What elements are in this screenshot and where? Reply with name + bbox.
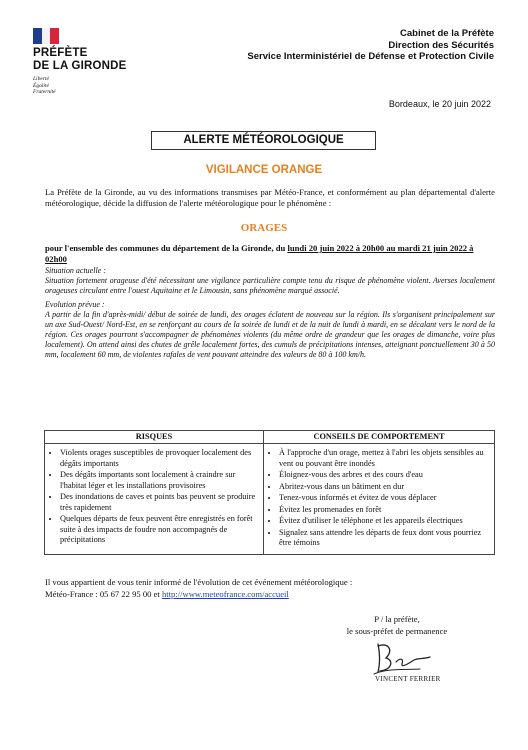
risks-cell bbox=[45, 444, 264, 555]
cabinet-line3: Service Interministériel de Défense et Protection Civile bbox=[247, 51, 494, 62]
prefecture-logo bbox=[33, 28, 153, 96]
situation-section bbox=[45, 266, 495, 296]
risk-item: • Des inondations de caves et points bas peuvent se produire très rapidement bbox=[60, 492, 259, 513]
info-section bbox=[45, 577, 495, 600]
cabinet-line2: Direction des Sécurités bbox=[388, 39, 494, 51]
advice-item: • Abritez-vous dans un bâtiment en dur bbox=[279, 482, 490, 493]
advice-item: • Signalez sans attendre les départs de feux dont vous pourriez être témoins bbox=[279, 528, 490, 549]
situation-heading: Situation actuelle : bbox=[45, 266, 106, 275]
intro-paragraph: La Préfète de la Gironde, au vu des informations transmises par Météo-France, et conformément au plan départemental d'alerte météorologique, décide la diffusion de l'alerte météorologique pour le phénomène : bbox=[45, 187, 495, 208]
advice-header: CONSEILS DE COMPORTEMENT bbox=[264, 431, 495, 444]
motto-line2: Égalité bbox=[33, 82, 49, 89]
evolution-section bbox=[45, 300, 495, 360]
risks-advice-table bbox=[44, 430, 495, 555]
logo-name-line1: PRÉFÈTE bbox=[33, 47, 88, 59]
republic-motto bbox=[33, 76, 153, 96]
cabinet-line1: Cabinet de la Préfète bbox=[400, 28, 494, 39]
meteofrance-link[interactable]: http://www.meteofrance.com/accueil bbox=[161, 588, 289, 599]
advice-list bbox=[266, 448, 490, 549]
advice-item: • À l'approche d'un orage, mettez à l'abri les objets sensibles au vent ou pouvant être inondés bbox=[279, 448, 490, 469]
advice-item: • Évitez les promenades en forêt bbox=[279, 505, 490, 516]
phenomenon-title: ORAGES bbox=[240, 222, 288, 234]
advice-item: • Tenez-vous informés et évitez de vous déplacer bbox=[279, 493, 490, 504]
concerned-area-period bbox=[45, 243, 495, 265]
concern-prefix: pour l'ensemble des communes du département de la Gironde, du bbox=[45, 243, 288, 253]
risk-item: • Violents orages susceptibles de provoquer localement des dégâts importants bbox=[60, 448, 259, 469]
risk-item: • Quelques départs de feux peuvent être enregistrés en forêt suite à des impacts de foudre non accompagnés de précipitations bbox=[60, 514, 259, 546]
signature-block bbox=[322, 613, 472, 637]
risks-list bbox=[47, 448, 259, 546]
risk-item: • Des dégâts importants sont localement à craindre sur l'habitat léger et les installations provisoires bbox=[60, 470, 259, 491]
issuing-office bbox=[247, 28, 494, 63]
signer-name: VINCENT FERRIER bbox=[375, 675, 441, 683]
advice-cell bbox=[264, 444, 495, 555]
vigilance-level: VIGILANCE ORANGE bbox=[205, 164, 323, 176]
document-date: Bordeaux, le 20 juin 2022 bbox=[388, 99, 491, 109]
concern-period: lundi 20 juin 2022 à 20h00 au mardi 21 juin 2022 à 02h00 bbox=[45, 243, 474, 264]
situation-text: Situation fortement orageuse d'été nécessitant une vigilance particulière compte tenu du risque de phénomène violent. Averses localement orageuses circulant entre l'ouest Aquitaine et le Limousin, sans phénomène marqué associé. bbox=[45, 276, 495, 295]
logo-name-line2: DE LA GIRONDE bbox=[33, 60, 127, 72]
info-line: Il vous appartient de vous tenir informé de l'évolution de cet événement météorologique : bbox=[45, 577, 353, 587]
motto-line1: Liberté bbox=[33, 76, 49, 82]
motto-line3: Fraternité bbox=[33, 89, 56, 95]
contact-line bbox=[45, 589, 495, 601]
french-flag-icon bbox=[33, 28, 59, 44]
alert-title: ALERTE MÉTÉOROLOGIQUE bbox=[151, 131, 376, 150]
sign-line1: P / la préfète, bbox=[374, 614, 420, 624]
advice-item: • Évitez d'utiliser le téléphone et les appareils électriques bbox=[279, 516, 490, 527]
advice-item: • Éloignez-vous des arbres et des cours d'eau bbox=[279, 470, 490, 481]
handwritten-signature-icon bbox=[368, 638, 448, 678]
sign-line2: le sous-préfet de permanence bbox=[346, 626, 448, 636]
contact-prefix: Météo-France : 05 67 22 95 00 et bbox=[45, 588, 162, 599]
evolution-heading: Evolution prévue : bbox=[45, 300, 105, 309]
logo-name bbox=[33, 47, 153, 73]
risks-header: RISQUES bbox=[45, 431, 264, 444]
evolution-text: A partir de la fin d'après-midi/ début de soirée de lundi, des orages éclatent de nouveau sur la région. Ils s'organisent principalement sur un axe Sud-Ouest/ Nord-Est, en se renforçant au cours de la soirée de lundi et de la nuit de lundi à mardi, en se décalant vers le nord de la région. Ces orages pourront s'accompagner de phénomènes violents (du même ordre de grandeur que les orages de dimanche, voire plus localement). On attend ainsi des chutes de grêle localement fortes, des cumuls de précipitations intenses, atteignant ponctuellement 30 à 50 mm, localement 60 mm, de violentes rafales de vent pouvant atteindre des valeurs de 80 à 100 km/h. bbox=[45, 310, 495, 359]
